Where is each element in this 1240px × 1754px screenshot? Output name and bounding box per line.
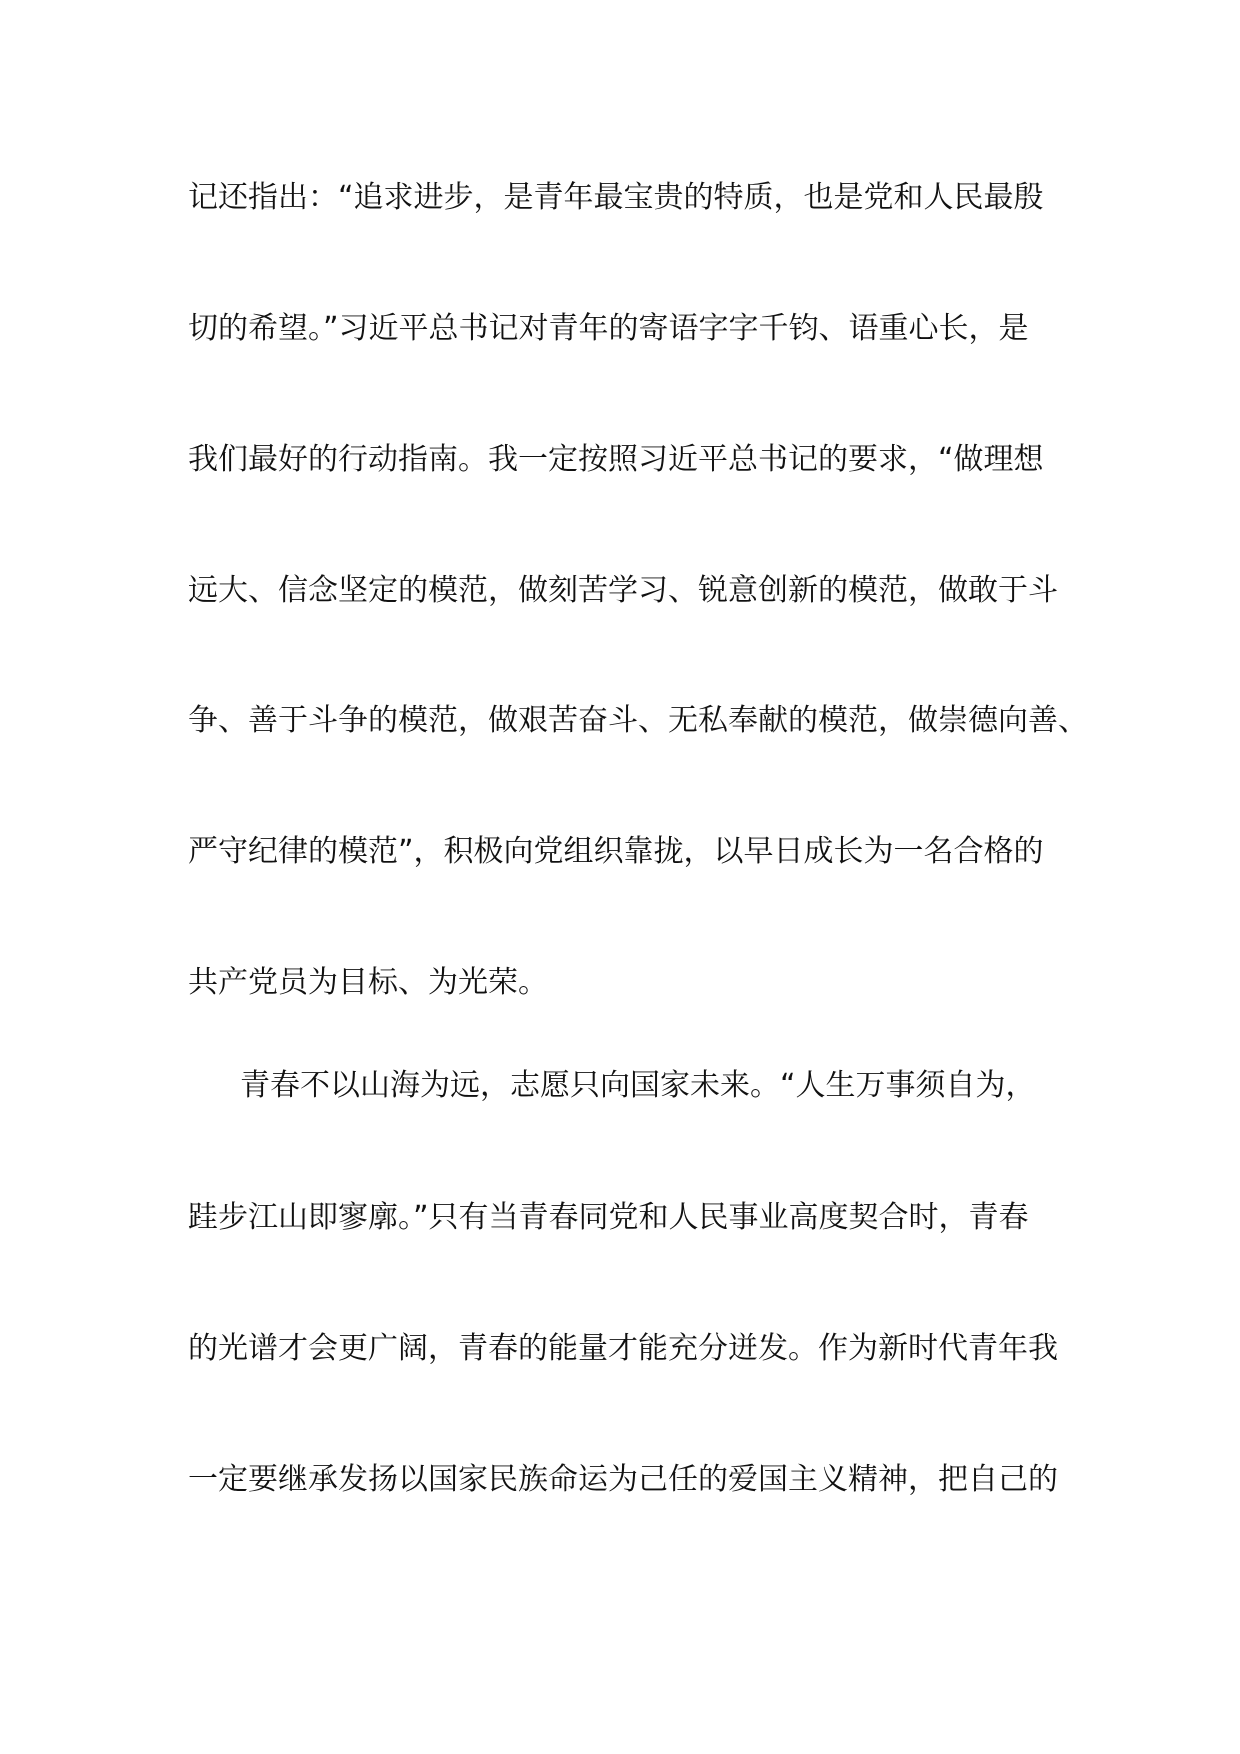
text-line: 跬步江山即寥廓。”只有当青春同党和人民事业高度契合时，青春 xyxy=(188,1200,1029,1235)
text-line: 一定要继承发扬以国家民族命运为己任的爱国主义精神，把自己的 xyxy=(188,1462,1058,1497)
text-line: 切的希望。”习近平总书记对青年的寄语字字千钧、语重心长，是 xyxy=(188,311,1029,346)
paragraph-first-line: 青春不以山海为远，志愿只向国家未来。“人生万事须自为， xyxy=(240,1068,1036,1103)
text-line: 记还指出：“追求进步，是青年最宝贵的特质，也是党和人民最殷 xyxy=(188,180,1044,215)
text-line: 严守纪律的模范”，积极向党组织靠拢，以早日成长为一名合格的 xyxy=(188,834,1044,869)
text-line: 的光谱才会更广阔，青春的能量才能充分迸发。作为新时代青年我 xyxy=(188,1331,1058,1366)
text-line: 远大、信念坚定的模范，做刻苦学习、锐意创新的模范，做敢于斗 xyxy=(188,573,1058,608)
text-line: 争、善于斗争的模范，做艰苦奋斗、无私奉献的模范，做崇德向善、 xyxy=(188,703,1088,738)
text-line: 共产党员为目标、为光荣。 xyxy=(188,965,548,1000)
text-line: 我们最好的行动指南。我一定按照习近平总书记的要求，“做理想 xyxy=(188,442,1044,477)
